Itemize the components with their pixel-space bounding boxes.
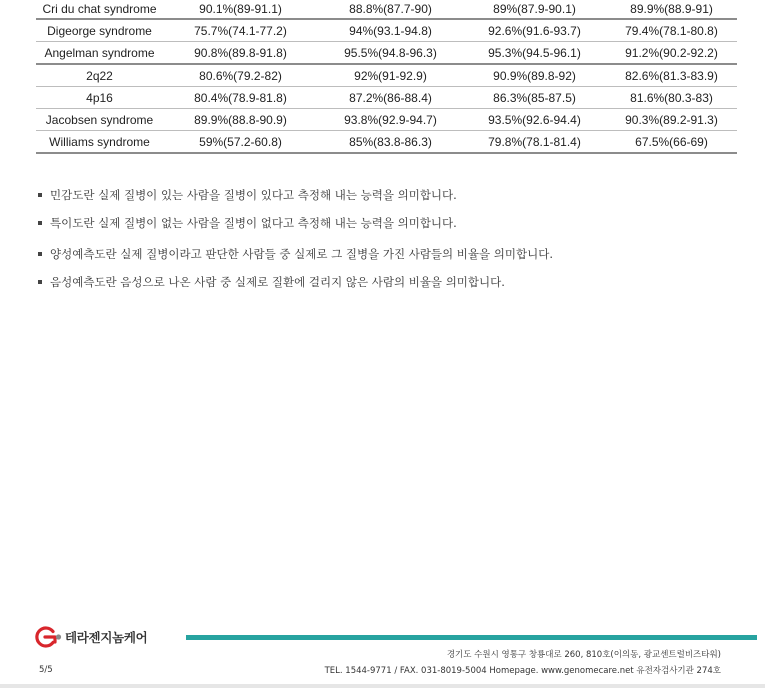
table-cell: 59%(57.2-60.8) <box>163 131 318 154</box>
notes-list <box>38 186 553 291</box>
bullet-icon <box>38 193 42 197</box>
table-cell: 75.7%(74.1-77.2) <box>163 19 318 42</box>
note-item <box>38 214 553 232</box>
table-cell: 92.6%(91.6-93.7) <box>463 19 606 42</box>
table-cell: 87.2%(86-88.4) <box>318 87 463 109</box>
note-text: 민감도란 실제 질병이 있는 사람을 질병이 있다고 측정해 내는 능력을 의미합니다. <box>50 188 457 202</box>
table-cell: 90.1%(89-91.1) <box>199 2 282 16</box>
footer-contact: TEL. 1544-9771 / FAX. 031-8019-5004 Homepage. www.genomecare.net 유전자검사기관 274호 <box>324 666 721 676</box>
table-cell: 81.6%(80.3-83) <box>606 87 737 109</box>
table-row <box>36 0 737 19</box>
table-row <box>36 19 737 42</box>
table-cell: 79.8%(78.1-81.4) <box>463 131 606 154</box>
note-text: 음성예측도란 음성으로 나온 사람 중 실제로 질환에 걸리지 않은 사람의 비율을 의미합니다. <box>50 275 505 289</box>
page-number: 5/5 <box>39 665 53 675</box>
footer-accent-band <box>186 635 757 640</box>
table-cell-condition: Jacobsen syndrome <box>36 109 163 131</box>
note-text: 양성예측도란 실제 질병이라고 판단한 사람들 중 실제로 그 질병을 가진 사람들의 비율을 의미합니다. <box>50 247 553 261</box>
table-cell-condition: Angelman syndrome <box>36 42 163 65</box>
table-cell: 90.9%(89.8-92) <box>463 64 606 87</box>
g-logo-icon <box>32 625 64 649</box>
table-cell: 94%(93.1-94.8) <box>318 19 463 42</box>
bullet-icon <box>38 221 42 225</box>
table-row <box>36 42 737 65</box>
results-table <box>36 0 737 154</box>
note-item <box>38 273 553 291</box>
table-row <box>36 87 737 109</box>
table-cell: 95.3%(94.5-96.1) <box>463 42 606 65</box>
table-cell: 91.2%(90.2-92.2) <box>606 42 737 65</box>
table-cell: 80.6%(79.2-82) <box>163 64 318 87</box>
note-text: 특이도란 실제 질병이 없는 사람을 질병이 없다고 측정해 내는 능력을 의미합니다. <box>50 216 457 230</box>
table-cell: 93.5%(92.6-94.4) <box>463 109 606 131</box>
table-cell: 90.8%(89.8-91.8) <box>163 42 318 65</box>
table-cell: 86.3%(85-87.5) <box>463 87 606 109</box>
bullet-icon <box>38 280 42 284</box>
table-row <box>36 64 737 87</box>
table-cell-condition: 2q22 <box>36 64 163 87</box>
table-cell-condition: Cri du chat syndrome <box>42 2 157 16</box>
table-cell: 88.8%(87.7-90) <box>349 2 432 16</box>
table-cell-condition: 4p16 <box>36 87 163 109</box>
note-item <box>38 186 553 204</box>
table-row <box>36 109 737 131</box>
table-cell: 67.5%(66-69) <box>606 131 737 154</box>
table-cell: 79.4%(78.1-80.8) <box>606 19 737 42</box>
logo-text: 테라젠지놈케어 <box>65 630 148 645</box>
table-cell-condition: Digeorge syndrome <box>36 19 163 42</box>
table-cell: 93.8%(92.9-94.7) <box>318 109 463 131</box>
table-cell: 85%(83.8-86.3) <box>318 131 463 154</box>
bullet-icon <box>38 252 42 256</box>
table-row <box>36 131 737 154</box>
note-item <box>38 245 553 263</box>
page-bottom-rule <box>0 684 765 688</box>
table-cell: 90.3%(89.2-91.3) <box>606 109 737 131</box>
company-logo <box>32 625 147 649</box>
table-cell: 92%(91-92.9) <box>318 64 463 87</box>
table-cell: 89.9%(88.9-91) <box>630 2 713 16</box>
table-cell: 80.4%(78.9-81.8) <box>163 87 318 109</box>
table-cell: 95.5%(94.8-96.3) <box>318 42 463 65</box>
table-cell: 82.6%(81.3-83.9) <box>606 64 737 87</box>
footer-address: 경기도 수원시 영통구 창룡대로 260, 810호(이의동, 광교센트럴비즈타워) <box>446 650 721 660</box>
table-cell: 89.9%(88.8-90.9) <box>163 109 318 131</box>
table-cell: 89%(87.9-90.1) <box>493 2 576 16</box>
table-cell-condition: Williams syndrome <box>36 131 163 154</box>
